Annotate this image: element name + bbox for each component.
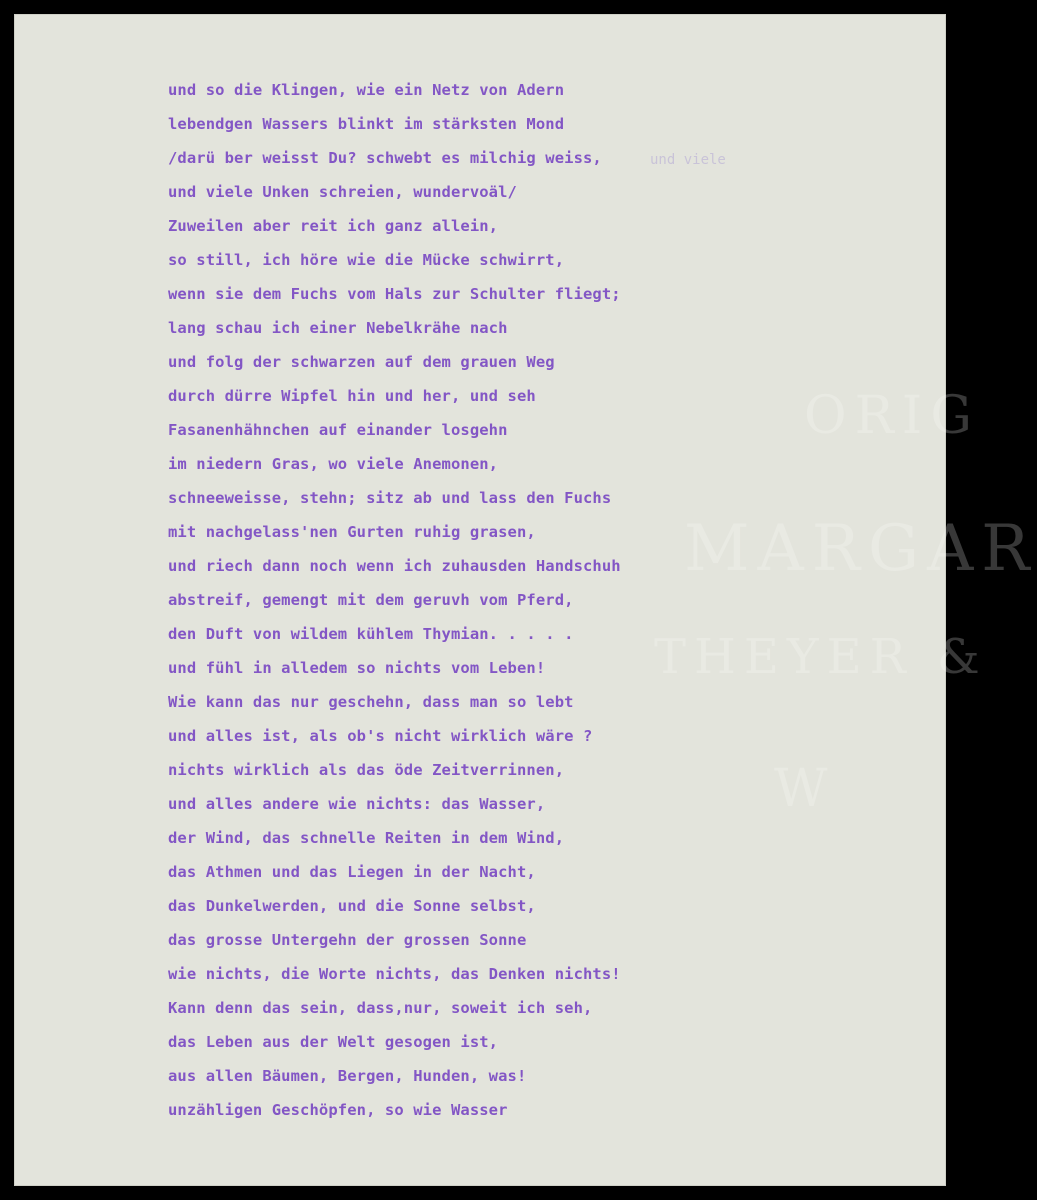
text-line: /darü ber weisst Du? schwebt es milchig weiss,: [168, 149, 602, 167]
text-line: nichts wirklich als das öde Zeitverrinnen,: [168, 761, 565, 779]
text-line: das grosse Untergehn der grossen Sonne: [168, 931, 527, 949]
text-line: abstreif, gemengt mit dem geruvh vom Pferd,: [168, 591, 574, 609]
text-line: Fasanenhähnchen auf einander losgehn: [168, 421, 508, 439]
text-line: durch dürre Wipfel hin und her, und seh: [168, 387, 536, 405]
text-line: Wie kann das nur geschehn, dass man so lebt: [168, 693, 574, 711]
text-line: und fühl in alledem so nichts vom Leben!: [168, 659, 546, 677]
text-line: das Leben aus der Welt gesogen ist,: [168, 1033, 499, 1051]
text-line: lang schau ich einer Nebelkrähe nach: [168, 319, 508, 337]
watermark-line: THEYER &: [654, 629, 988, 685]
text-line: der Wind, das schnelle Reiten in dem Wind,: [168, 829, 565, 847]
text-line: den Duft von wildem kühlem Thymian. . . . .: [168, 625, 574, 643]
paper-sheet: [14, 14, 1037, 1186]
text-line: das Athmen und das Liegen in der Nacht,: [168, 863, 536, 881]
watermark-line: W: [774, 759, 836, 819]
text-line: das Dunkelwerden, und die Sonne selbst,: [168, 897, 536, 915]
text-line: und alles andere wie nichts: das Wasser,: [168, 795, 546, 813]
text-line: mit nachgelass'nen Gurten ruhig grasen,: [168, 523, 536, 541]
text-line: und viele Unken schreien, wundervoäl/: [168, 183, 517, 201]
text-line: schneeweisse, stehn; sitz ab und lass den Fuchs: [168, 489, 612, 507]
text-line: Zuweilen aber reit ich ganz allein,: [168, 217, 499, 235]
typed-poem-text: [168, 80, 728, 1134]
text-line: wie nichts, die Worte nichts, das Denken nichts!: [168, 965, 621, 983]
text-line: lebendgen Wassers blinkt im stärksten Mond: [168, 115, 565, 133]
text-line: und alles ist, als ob's nicht wirklich wäre ?: [168, 727, 593, 745]
text-line: aus allen Bäumen, Bergen, Hunden, was!: [168, 1067, 527, 1085]
text-line: so still, ich höre wie die Mücke schwirrt,: [168, 251, 565, 269]
watermark-line: MARGAR: [684, 512, 1037, 586]
faint-typed-text: und viele: [650, 152, 726, 168]
text-line: im niedern Gras, wo viele Anemonen,: [168, 455, 499, 473]
watermark-line: ORIG: [804, 386, 980, 446]
text-line: Kann denn das sein, dass,nur, soweit ich seh,: [168, 999, 593, 1017]
text-line: und riech dann noch wenn ich zuhausden Handschuh: [168, 557, 621, 575]
text-line: und so die Klingen, wie ein Netz von Adern: [168, 81, 565, 99]
text-line: und folg der schwarzen auf dem grauen Weg: [168, 353, 555, 371]
text-line: unzähligen Geschöpfen, so wie Wasser: [168, 1101, 508, 1119]
text-line: wenn sie dem Fuchs vom Hals zur Schulter fliegt;: [168, 285, 621, 303]
